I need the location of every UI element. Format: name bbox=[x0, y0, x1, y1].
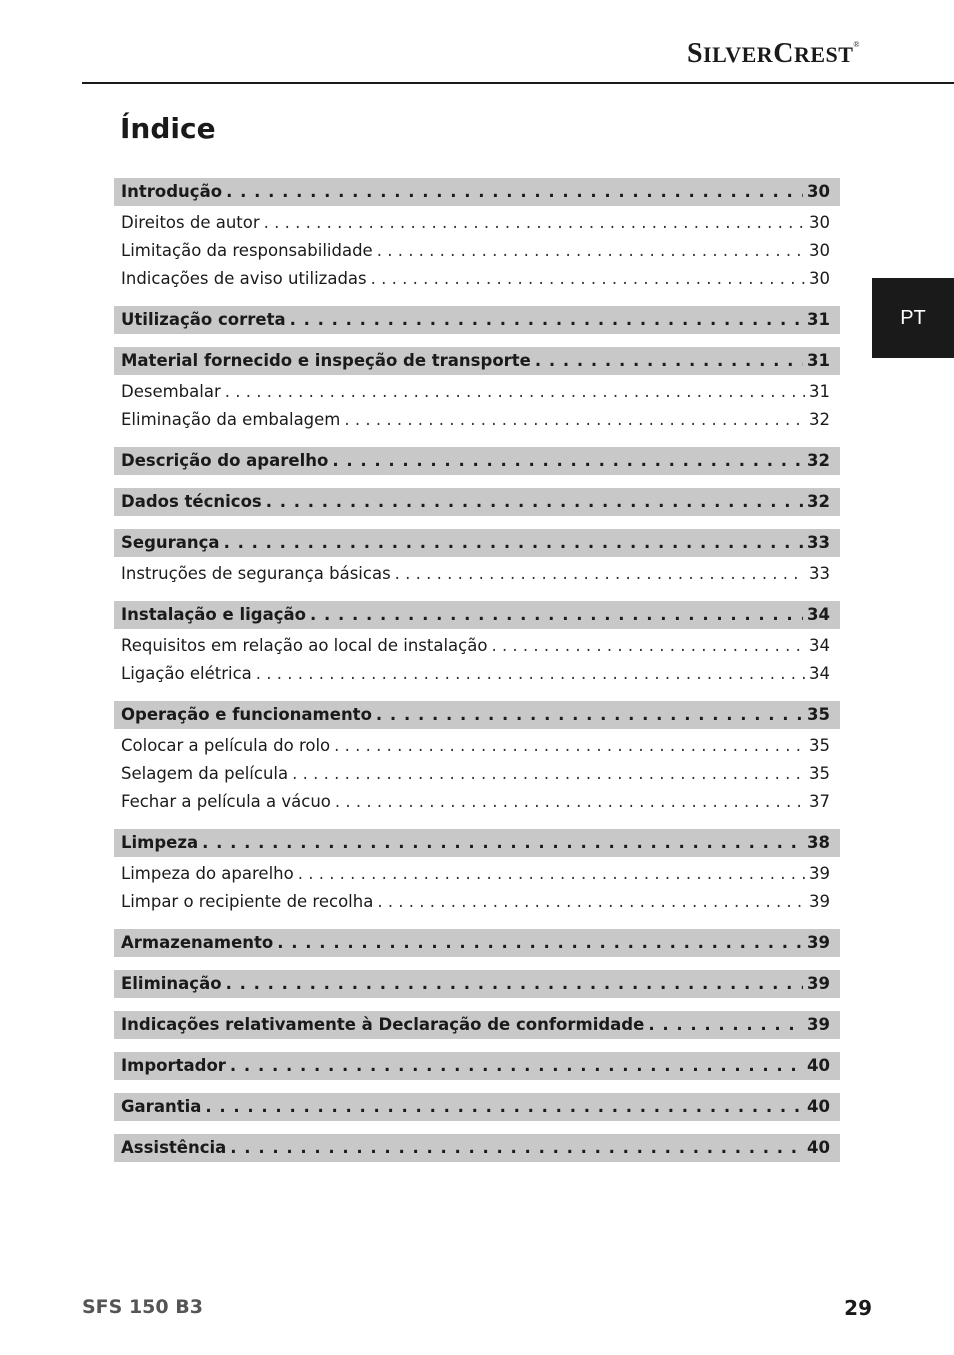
dot-leader bbox=[648, 1011, 803, 1039]
toc-section-descricao bbox=[114, 447, 840, 475]
toc-section-operacao bbox=[114, 701, 840, 816]
toc-entry-page: 31 bbox=[807, 310, 830, 329]
toc-subentry-title: Ligação elétrica bbox=[121, 664, 252, 683]
toc-entry[interactable] bbox=[114, 1134, 840, 1162]
toc-subentry-page: 30 bbox=[809, 241, 830, 260]
toc-subentry-page: 31 bbox=[809, 382, 830, 401]
toc-subentry[interactable] bbox=[114, 788, 840, 816]
toc-subentry[interactable] bbox=[114, 237, 840, 265]
toc-subentry-title: Desembalar bbox=[121, 382, 221, 401]
toc-entry-title: Introdução bbox=[121, 182, 223, 201]
dot-leader bbox=[491, 632, 805, 660]
toc-entry-title: Assistência bbox=[121, 1138, 227, 1157]
dot-leader bbox=[344, 406, 805, 434]
toc-entry-page: 32 bbox=[807, 451, 830, 470]
toc-subentry[interactable] bbox=[114, 732, 840, 760]
dot-leader bbox=[371, 265, 805, 293]
toc-subentry-title: Eliminação da embalagem bbox=[121, 410, 341, 429]
toc-entry-title: Indicações relativamente à Declaração de conformidade bbox=[121, 1015, 645, 1034]
toc-entry-title: Operação e funcionamento bbox=[121, 705, 372, 724]
toc-subentry-page: 30 bbox=[809, 269, 830, 288]
toc-entry-page: 32 bbox=[807, 492, 830, 511]
dot-leader bbox=[535, 347, 803, 375]
dot-leader bbox=[226, 970, 803, 998]
toc-subentry-page: 30 bbox=[809, 213, 830, 232]
toc-entry[interactable] bbox=[114, 347, 840, 375]
toc-entry[interactable] bbox=[114, 970, 840, 998]
toc-entry-page: 40 bbox=[807, 1056, 830, 1075]
toc-section-importador bbox=[114, 1052, 840, 1080]
toc-subentry[interactable] bbox=[114, 760, 840, 788]
toc-subentry-title: Limpar o recipiente de recolha bbox=[121, 892, 374, 911]
dot-leader bbox=[205, 1093, 803, 1121]
toc-entry[interactable] bbox=[114, 701, 840, 729]
dot-leader bbox=[226, 178, 803, 206]
toc-subentry-page: 39 bbox=[809, 892, 830, 911]
toc-entry-title: Descrição do aparelho bbox=[121, 451, 329, 470]
toc-entry-title: Garantia bbox=[121, 1097, 202, 1116]
toc-subentry[interactable] bbox=[114, 860, 840, 888]
brand-logo: SILVERCREST® bbox=[686, 38, 860, 69]
toc-subentry[interactable] bbox=[114, 406, 840, 434]
toc-subentry-page: 33 bbox=[809, 564, 830, 583]
toc-entry-title: Instalação e ligação bbox=[121, 605, 306, 624]
toc-subentry-page: 35 bbox=[809, 736, 830, 755]
toc-subentry[interactable] bbox=[114, 660, 840, 688]
toc-section-limpeza bbox=[114, 829, 840, 916]
toc-entry-page: 31 bbox=[807, 351, 830, 370]
toc-entry[interactable] bbox=[114, 929, 840, 957]
toc-entry[interactable] bbox=[114, 447, 840, 475]
dot-leader bbox=[290, 306, 803, 334]
toc-entry-title: Segurança bbox=[121, 533, 220, 552]
toc-subentry-page: 39 bbox=[809, 864, 830, 883]
toc-subentry-title: Colocar a película do rolo bbox=[121, 736, 331, 755]
dot-leader bbox=[332, 447, 803, 475]
toc-section-material-fornecido bbox=[114, 347, 840, 434]
footer-model-number: SFS 150 B3 bbox=[82, 1296, 203, 1318]
toc-entry[interactable] bbox=[114, 601, 840, 629]
toc-section-eliminacao bbox=[114, 970, 840, 998]
toc-subentry[interactable] bbox=[114, 888, 840, 916]
toc-entry-page: 39 bbox=[807, 933, 830, 952]
toc-entry-page: 40 bbox=[807, 1097, 830, 1116]
toc-subentry-title: Limitação da responsabilidade bbox=[121, 241, 373, 260]
toc-entry-page: 33 bbox=[807, 533, 830, 552]
dot-leader bbox=[292, 760, 805, 788]
toc-entry-page: 34 bbox=[807, 605, 830, 624]
toc-entry[interactable] bbox=[114, 306, 840, 334]
toc-entry-title: Armazenamento bbox=[121, 933, 274, 952]
toc-subentry-page: 34 bbox=[809, 636, 830, 655]
toc-entry-page: 39 bbox=[807, 1015, 830, 1034]
dot-leader bbox=[225, 378, 805, 406]
dot-leader bbox=[377, 888, 805, 916]
toc-entry-page: 35 bbox=[807, 705, 830, 724]
toc-entry-title: Dados técnicos bbox=[121, 492, 262, 511]
toc-section-dados-tecnicos bbox=[114, 488, 840, 516]
toc-subentry-title: Requisitos em relação ao local de instalação bbox=[121, 636, 488, 655]
dot-leader bbox=[224, 529, 803, 557]
toc-subentry-title: Selagem da película bbox=[121, 764, 289, 783]
toc-entry-title: Eliminação bbox=[121, 974, 222, 993]
dot-leader bbox=[230, 1052, 803, 1080]
toc-entry-page: 40 bbox=[807, 1138, 830, 1157]
toc-subentry[interactable] bbox=[114, 632, 840, 660]
toc-section-utilizacao-correta bbox=[114, 306, 840, 334]
toc-section-armazenamento bbox=[114, 929, 840, 957]
toc-subentry-page: 37 bbox=[809, 792, 830, 811]
table-of-contents bbox=[114, 178, 840, 1175]
dot-leader bbox=[310, 601, 803, 629]
toc-entry[interactable] bbox=[114, 829, 840, 857]
toc-subentry-title: Indicações de aviso utilizadas bbox=[121, 269, 367, 288]
toc-subentry-title: Instruções de segurança básicas bbox=[121, 564, 391, 583]
dot-leader bbox=[264, 209, 805, 237]
toc-subentry[interactable] bbox=[114, 378, 840, 406]
toc-subentry[interactable] bbox=[114, 560, 840, 588]
toc-subentry-page: 32 bbox=[809, 410, 830, 429]
dot-leader bbox=[335, 788, 805, 816]
dot-leader bbox=[266, 488, 803, 516]
toc-entry-page: 38 bbox=[807, 833, 830, 852]
page-title: Índice bbox=[120, 112, 216, 145]
header-rule bbox=[82, 82, 954, 84]
dot-leader bbox=[395, 560, 805, 588]
toc-subentry-title: Limpeza do aparelho bbox=[121, 864, 294, 883]
toc-entry[interactable] bbox=[114, 178, 840, 206]
toc-entry-title: Material fornecido e inspeção de transporte bbox=[121, 351, 531, 370]
toc-section-seguranca bbox=[114, 529, 840, 588]
dot-leader bbox=[277, 929, 803, 957]
toc-entry[interactable] bbox=[114, 1052, 840, 1080]
toc-subentry[interactable] bbox=[114, 265, 840, 293]
footer-page-number: 29 bbox=[844, 1296, 872, 1320]
toc-section-assistencia bbox=[114, 1134, 840, 1162]
dot-leader bbox=[202, 829, 803, 857]
dot-leader bbox=[376, 701, 803, 729]
toc-subentry-title: Fechar a película a vácuo bbox=[121, 792, 331, 811]
toc-subentry-page: 34 bbox=[809, 664, 830, 683]
toc-entry-title: Limpeza bbox=[121, 833, 199, 852]
toc-entry[interactable] bbox=[114, 1093, 840, 1121]
dot-leader bbox=[377, 237, 805, 265]
dot-leader bbox=[334, 732, 805, 760]
toc-entry[interactable] bbox=[114, 529, 840, 557]
toc-entry-title: Utilização correta bbox=[121, 310, 286, 329]
toc-entry-title: Importador bbox=[121, 1056, 226, 1075]
toc-section-instalacao bbox=[114, 601, 840, 688]
dot-leader bbox=[256, 660, 805, 688]
language-tab-label: PT bbox=[900, 306, 926, 329]
toc-section-introducao bbox=[114, 178, 840, 293]
toc-entry-page: 30 bbox=[807, 182, 830, 201]
toc-entry[interactable] bbox=[114, 488, 840, 516]
dot-leader bbox=[230, 1134, 803, 1162]
toc-entry[interactable] bbox=[114, 1011, 840, 1039]
toc-subentry-page: 35 bbox=[809, 764, 830, 783]
dot-leader bbox=[298, 860, 805, 888]
language-tab bbox=[872, 278, 954, 358]
toc-subentry[interactable] bbox=[114, 209, 840, 237]
toc-section-declaracao bbox=[114, 1011, 840, 1039]
toc-section-garantia bbox=[114, 1093, 840, 1121]
toc-subentry-title: Direitos de autor bbox=[121, 213, 260, 232]
toc-entry-page: 39 bbox=[807, 974, 830, 993]
